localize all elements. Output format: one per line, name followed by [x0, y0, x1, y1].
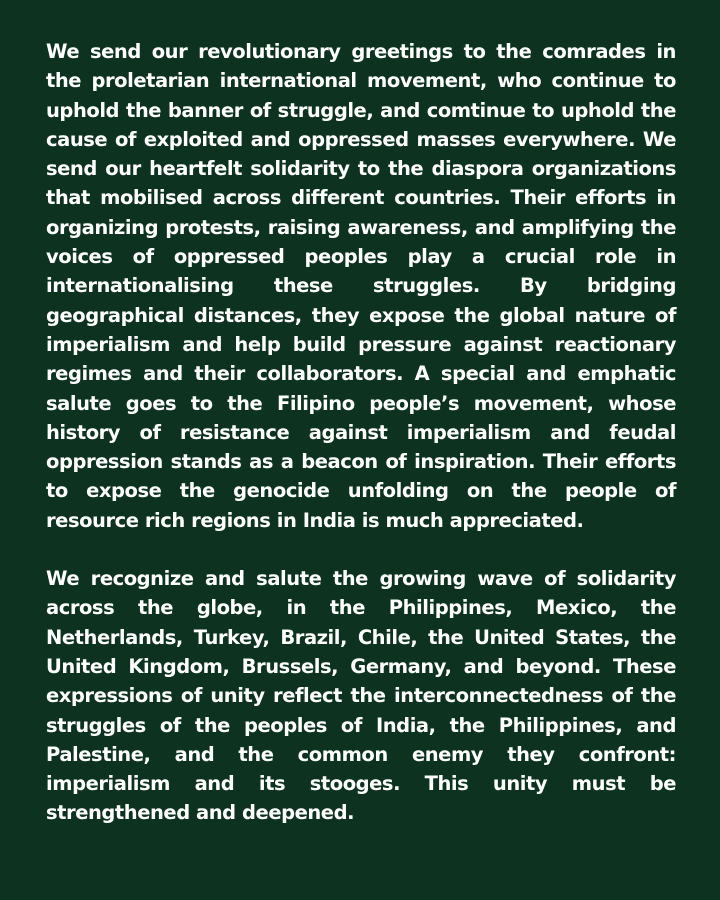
paragraph-solidarity-greetings: We send our revolutionary greetings to the comrades in the proletarian international movement, who continue to uphold the banner of struggle, and comtinue to uphold the cause of exploited and oppressed masses everywhere. We send our heartfelt solidarity to the diaspora organizations that mobilised across different countries. Their efforts in organizing protests, raising awareness, and amplifying the voices of oppressed peoples play a crucial role in internationalising these struggles. By bridging geographical distances, they expose the global nature of imperialism and help build pressure against reactionary regimes and their collaborators. A special and emphatic salute goes to the Filipino people’s movement, whose history of resistance against imperialism and feudal oppression stands as a beacon of inspiration. Their efforts to expose the genocide unfolding on the people of resource rich regions in India is much appreciated. [46, 40, 676, 532]
paragraph-global-solidarity: We recognize and salute the growing wave of solidarity across the globe, in the Philippines, Mexico, the Netherlands, Turkey, Brazil, Chile, the United States, the United Kingdom, Brussels, Germany, and beyond. These expressions of unity reflect the interconnectedness of the struggles of the peoples of India, the Philippines, and Palestine, and the common enemy they confront: imperialism and its stooges. This unity must be strengthened and deepened. [46, 567, 676, 825]
